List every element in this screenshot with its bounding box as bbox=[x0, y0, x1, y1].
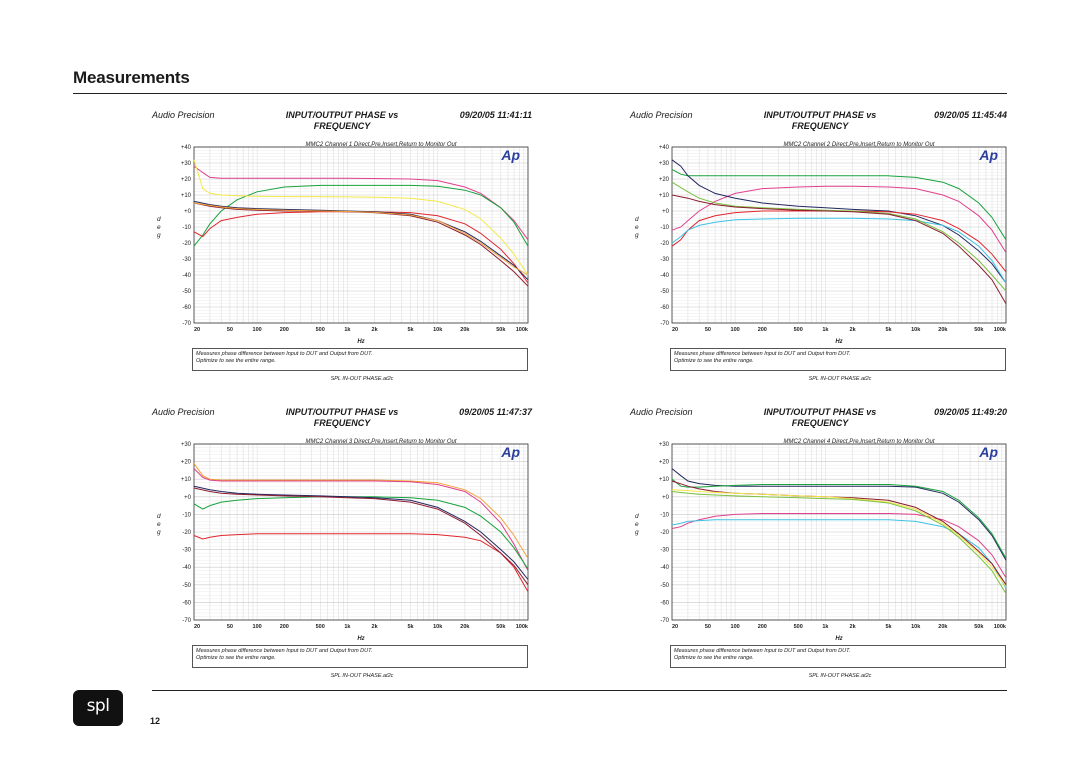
series-line-magenta bbox=[194, 469, 528, 571]
x-tick-label: 50k bbox=[974, 624, 984, 630]
x-tick-label: 2k bbox=[371, 327, 378, 333]
ap-logo: Ap bbox=[501, 147, 520, 163]
ap-logo: Ap bbox=[501, 444, 520, 460]
y-tick-label: +30 bbox=[658, 442, 669, 448]
y-axis-label-letter: g bbox=[157, 231, 161, 239]
chart-vendor: Audio Precision bbox=[630, 407, 693, 417]
y-tick-label: -20 bbox=[182, 241, 191, 247]
x-axis-label: Hz bbox=[835, 636, 843, 642]
x-tick-label: 100k bbox=[515, 327, 528, 333]
spl-logo bbox=[73, 690, 123, 726]
series-line-cyan bbox=[672, 218, 1006, 283]
measurement-note bbox=[670, 348, 1006, 371]
y-tick-label: -60 bbox=[182, 305, 191, 311]
x-tick-label: 10k bbox=[911, 624, 921, 630]
x-tick-label: 20k bbox=[938, 327, 948, 333]
y-tick-label: +0 bbox=[662, 494, 669, 501]
x-tick-label: 5k bbox=[885, 624, 892, 630]
x-tick-label: 1k bbox=[822, 327, 829, 333]
x-tick-label: 20k bbox=[938, 624, 948, 630]
y-axis-label-letter: e bbox=[157, 520, 161, 528]
y-tick-label: -10 bbox=[182, 225, 191, 231]
x-tick-label: 100 bbox=[730, 624, 740, 630]
y-tick-label: -10 bbox=[182, 512, 191, 519]
y-tick-label: -10 bbox=[660, 225, 669, 231]
series-line-orange bbox=[194, 203, 528, 275]
y-axis-label-letter: g bbox=[635, 231, 639, 239]
note-line-2: Optimize to see the entire range. bbox=[674, 358, 754, 364]
note-line-1: Measures phase difference between Input to DUT and Output from DUT. bbox=[674, 351, 851, 357]
y-axis-label-letter: d bbox=[635, 512, 639, 520]
chart-vendor: Audio Precision bbox=[152, 110, 215, 120]
chart-panel-3 bbox=[152, 407, 532, 687]
y-tick-label: -30 bbox=[660, 547, 669, 554]
y-tick-label: -70 bbox=[660, 618, 669, 624]
chart-subtitle: MMC2 Channel 1 Direct,Pre,Insert,Return to Monitor Out bbox=[305, 142, 457, 148]
x-axis-label: Hz bbox=[357, 339, 365, 345]
file-name: SPL IN-OUT PHASE.at2c bbox=[808, 673, 872, 679]
phase-plot-1 bbox=[152, 110, 532, 350]
y-tick-label: +0 bbox=[184, 494, 191, 501]
note-line-1: Measures phase difference between Input to DUT and Output from DUT. bbox=[674, 648, 851, 654]
chart-date: 09/20/05 11:45:44 bbox=[934, 110, 1007, 120]
x-tick-label: 20 bbox=[672, 327, 679, 333]
y-axis-label bbox=[157, 513, 161, 536]
chart-panel-4 bbox=[630, 407, 1007, 687]
ap-logo: Ap bbox=[979, 147, 998, 163]
y-tick-label: -70 bbox=[660, 321, 669, 327]
x-tick-label: 50 bbox=[226, 624, 233, 630]
file-name: SPL IN-OUT PHASE.at2c bbox=[808, 376, 872, 382]
footer-divider bbox=[152, 690, 1007, 691]
chart-panel-2 bbox=[630, 110, 1007, 390]
chart-date: 09/20/05 11:41:11 bbox=[459, 110, 532, 120]
chart-date: 09/20/05 11:47:37 bbox=[459, 407, 532, 417]
series-line-navy bbox=[194, 201, 528, 279]
x-tick-label: 1k bbox=[344, 624, 351, 630]
chart-subtitle: MMC2 Channel 4 Direct,Pre,Insert,Return to Monitor Out bbox=[783, 439, 935, 445]
x-tick-label: 200 bbox=[757, 624, 767, 630]
y-tick-label: -20 bbox=[182, 530, 191, 536]
file-name: SPL IN-OUT PHASE.at2c bbox=[330, 673, 394, 679]
x-tick-label: 20 bbox=[672, 624, 679, 630]
y-axis-label-letter: g bbox=[157, 528, 161, 536]
y-axis-label-letter: d bbox=[635, 215, 639, 223]
x-tick-label: 500 bbox=[793, 327, 803, 333]
x-tick-label: 50k bbox=[496, 624, 506, 630]
y-axis-label-letter: e bbox=[157, 223, 161, 231]
y-tick-label: -20 bbox=[660, 530, 669, 536]
y-tick-label: -40 bbox=[182, 273, 191, 279]
y-tick-label: -30 bbox=[182, 547, 191, 554]
x-tick-label: 100k bbox=[515, 624, 528, 630]
y-tick-label: +20 bbox=[658, 459, 669, 466]
x-tick-label: 50 bbox=[704, 624, 711, 630]
x-tick-label: 5k bbox=[407, 624, 414, 630]
x-tick-label: 200 bbox=[757, 327, 767, 333]
y-axis-label bbox=[635, 216, 639, 239]
y-tick-label: +10 bbox=[658, 193, 669, 199]
x-tick-label: 20 bbox=[194, 624, 201, 630]
y-tick-label: +0 bbox=[662, 209, 669, 215]
x-tick-label: 5k bbox=[407, 327, 414, 333]
series-line-magenta bbox=[672, 514, 1006, 578]
y-tick-label: +20 bbox=[658, 177, 669, 183]
y-tick-label: +10 bbox=[658, 477, 669, 484]
y-tick-label: -10 bbox=[660, 512, 669, 519]
chart-title: INPUT/OUTPUT PHASE vs FREQUENCY bbox=[285, 110, 399, 131]
y-axis-label-letter: g bbox=[635, 528, 639, 536]
y-tick-label: +10 bbox=[180, 477, 191, 484]
x-tick-label: 2k bbox=[849, 327, 856, 333]
x-tick-label: 2k bbox=[371, 624, 378, 630]
x-tick-label: 10k bbox=[911, 327, 921, 333]
y-tick-label: -50 bbox=[660, 289, 669, 295]
chart-vendor: Audio Precision bbox=[630, 110, 693, 120]
y-tick-label: -30 bbox=[660, 257, 669, 263]
x-tick-label: 100k bbox=[993, 327, 1006, 333]
series-line-magenta bbox=[194, 166, 528, 240]
note-line-2: Optimize to see the entire range. bbox=[196, 358, 276, 364]
x-tick-label: 20 bbox=[194, 327, 201, 333]
y-axis-label-letter: d bbox=[157, 512, 161, 520]
y-tick-label: -40 bbox=[660, 273, 669, 279]
series-line-darkred bbox=[194, 203, 528, 286]
note-line-1: Measures phase difference between Input to DUT and Output from DUT. bbox=[196, 351, 373, 357]
x-tick-label: 10k bbox=[433, 624, 443, 630]
x-axis-label: Hz bbox=[357, 636, 365, 642]
y-tick-label: +0 bbox=[184, 209, 191, 215]
y-tick-label: +30 bbox=[658, 161, 669, 167]
y-tick-label: -50 bbox=[182, 582, 191, 589]
x-tick-label: 500 bbox=[793, 624, 803, 630]
series-line-cyan bbox=[672, 520, 1006, 589]
y-tick-label: +40 bbox=[658, 145, 669, 151]
series-line-darkred bbox=[194, 488, 528, 585]
y-tick-label: +20 bbox=[180, 459, 191, 466]
phase-plot-3 bbox=[152, 407, 532, 647]
x-tick-label: 100k bbox=[993, 624, 1006, 630]
measurement-note bbox=[670, 645, 1006, 668]
y-tick-label: -20 bbox=[660, 241, 669, 247]
series-line-green bbox=[672, 479, 1006, 558]
y-tick-label: -40 bbox=[660, 565, 669, 572]
x-tick-label: 1k bbox=[822, 624, 829, 630]
y-tick-label: -30 bbox=[182, 257, 191, 263]
y-tick-label: +10 bbox=[180, 193, 191, 199]
y-axis-label-letter: e bbox=[635, 520, 639, 528]
x-tick-label: 5k bbox=[885, 327, 892, 333]
y-tick-label: +30 bbox=[180, 161, 191, 167]
x-tick-label: 10k bbox=[433, 327, 443, 333]
measurement-note bbox=[192, 348, 528, 371]
chart-title: INPUT/OUTPUT PHASE vs FREQUENCY bbox=[285, 407, 399, 428]
x-tick-label: 20k bbox=[460, 327, 470, 333]
ap-logo: Ap bbox=[979, 444, 998, 460]
title-divider bbox=[73, 93, 1007, 94]
page-number: 12 bbox=[150, 716, 161, 726]
phase-plot-2 bbox=[630, 110, 1010, 350]
x-tick-label: 500 bbox=[315, 624, 325, 630]
x-tick-label: 100 bbox=[730, 327, 740, 333]
y-tick-label: -40 bbox=[182, 565, 191, 572]
y-tick-label: +40 bbox=[180, 145, 191, 151]
note-line-1: Measures phase difference between Input to DUT and Output from DUT. bbox=[196, 648, 373, 654]
x-axis-label: Hz bbox=[835, 339, 843, 345]
chart-date: 09/20/05 11:49:20 bbox=[934, 407, 1007, 417]
series-line-yellow bbox=[672, 490, 1006, 587]
logo-text: spl bbox=[86, 696, 110, 716]
y-tick-label: -50 bbox=[660, 582, 669, 589]
y-tick-label: -60 bbox=[660, 600, 669, 607]
y-tick-label: -70 bbox=[182, 618, 191, 624]
measurement-note bbox=[192, 645, 528, 668]
x-tick-label: 100 bbox=[252, 327, 262, 333]
file-name: SPL IN-OUT PHASE.at2c bbox=[330, 376, 394, 382]
plot-frame bbox=[194, 147, 528, 323]
x-tick-label: 2k bbox=[849, 624, 856, 630]
chart-panel-1 bbox=[152, 110, 532, 390]
note-line-2: Optimize to see the entire range. bbox=[674, 655, 754, 661]
chart-subtitle: MMC2 Channel 3 Direct,Pre,Insert,Return to Monitor Out bbox=[305, 439, 457, 445]
x-tick-label: 50 bbox=[704, 327, 711, 333]
chart-subtitle: MMC2 Channel 2 Direct,Pre,Insert,Return to Monitor Out bbox=[783, 142, 935, 148]
plot-frame bbox=[672, 147, 1006, 323]
y-tick-label: -50 bbox=[182, 289, 191, 295]
x-tick-label: 50 bbox=[226, 327, 233, 333]
x-tick-label: 1k bbox=[344, 327, 351, 333]
y-axis-label bbox=[635, 513, 639, 536]
y-tick-label: -70 bbox=[182, 321, 191, 327]
y-tick-label: -60 bbox=[182, 600, 191, 607]
y-tick-label: +20 bbox=[180, 177, 191, 183]
note-line-2: Optimize to see the entire range. bbox=[196, 655, 276, 661]
phase-plot-4 bbox=[630, 407, 1010, 647]
x-tick-label: 500 bbox=[315, 327, 325, 333]
chart-title: INPUT/OUTPUT PHASE vs FREQUENCY bbox=[763, 110, 877, 131]
y-axis-label-letter: e bbox=[635, 223, 639, 231]
x-tick-label: 20k bbox=[460, 624, 470, 630]
x-tick-label: 50k bbox=[974, 327, 984, 333]
y-tick-label: -60 bbox=[660, 305, 669, 311]
chart-vendor: Audio Precision bbox=[152, 407, 215, 417]
x-tick-label: 50k bbox=[496, 327, 506, 333]
y-axis-label-letter: d bbox=[157, 215, 161, 223]
chart-title: INPUT/OUTPUT PHASE vs FREQUENCY bbox=[763, 407, 877, 428]
x-tick-label: 100 bbox=[252, 624, 262, 630]
page-title: Measurements bbox=[73, 68, 190, 87]
x-tick-label: 200 bbox=[279, 327, 289, 333]
x-tick-label: 200 bbox=[279, 624, 289, 630]
y-tick-label: +30 bbox=[180, 442, 191, 448]
series-line-magenta bbox=[672, 186, 1006, 252]
series-line-red bbox=[194, 212, 528, 283]
y-axis-label bbox=[157, 216, 161, 239]
